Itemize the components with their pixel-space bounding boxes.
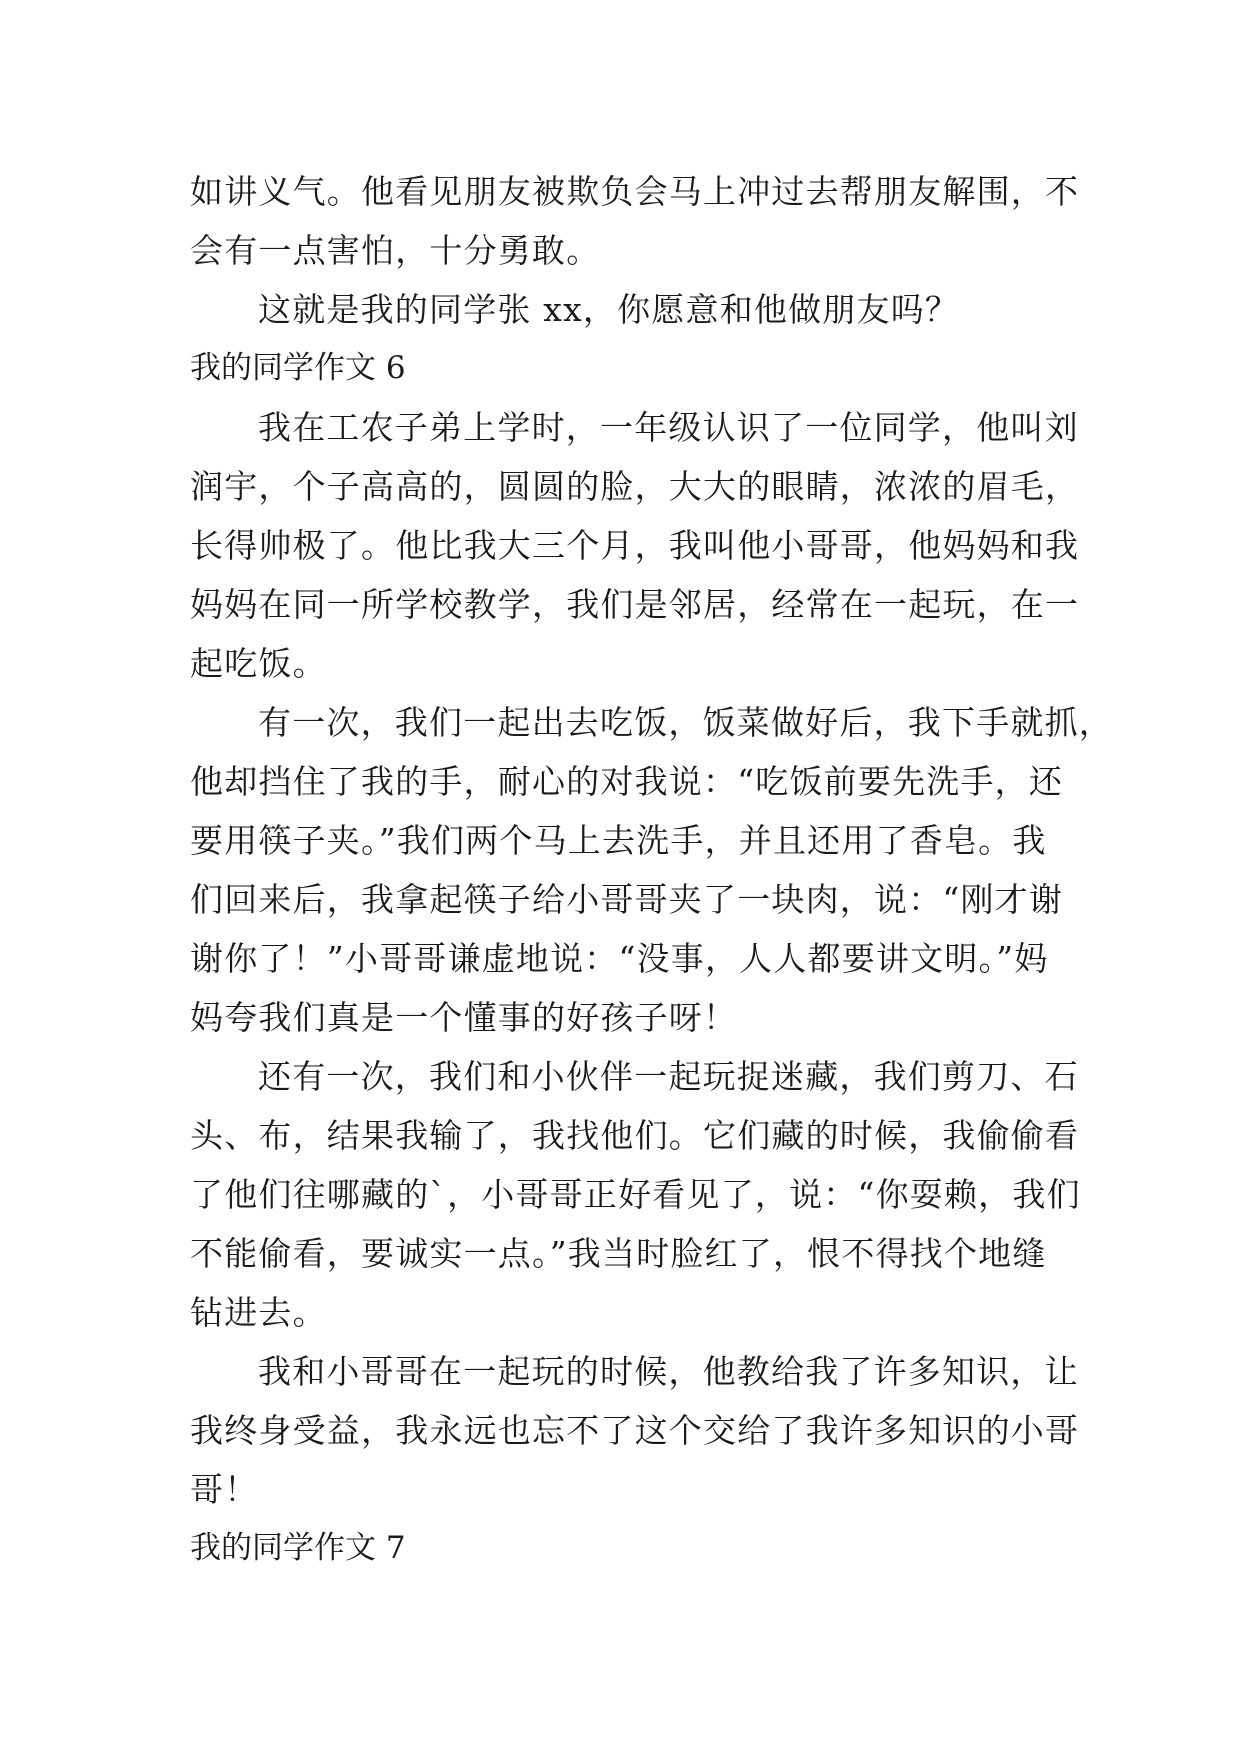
text-line: 钻进去。 [190,1293,327,1332]
text-line: 长得帅极了。他比我大三个月，我叫他小哥哥，他妈妈和我 [190,526,1080,565]
text-line: 哥！ [190,1470,259,1509]
text-line: 妈夸我们真是一个懂事的好孩子呀！ [190,998,738,1037]
text-line: 们回来后，我拿起筷子给小哥哥夹了一块肉，说：“刚才谢 [190,880,1064,919]
text-line: 要用筷子夹。”我们两个马上去洗手，并且还用了香皂。我 [190,821,1047,860]
text-line: 不能偷看，要诚实一点。”我当时脸红了，恨不得找个地缝 [190,1234,1047,1273]
text-line: 头、布，结果我输了，我找他们。它们藏的时候，我偷偷看 [190,1116,1080,1155]
text-line: 如讲义气。他看见朋友被欺负会马上冲过去帮朋友解围，不 [190,172,1080,211]
text-line: 我终身受益，我永远也忘不了这个交给了我许多知识的小哥 [190,1411,1080,1450]
section-heading: 我的同学作文 6 [190,350,406,386]
text-line: 会有一点害怕，十分勇敢。 [190,231,601,270]
text-line: 我和小哥哥在一起玩的时候，他教给我了许多知识，让 [258,1352,1079,1391]
text-line: 有一次，我们一起出去吃饭，饭菜做好后，我下手就抓， [258,703,1113,742]
document-body [190,162,1113,1578]
paragraph [190,1342,1080,1519]
text-line: 这就是我的同学张 xx，你愿意和他做朋友吗？ [258,290,960,329]
text-line: 起吃饭。 [190,644,327,683]
paragraph [190,280,1058,339]
text-line: 润宇，个子高高的，圆圆的脸，大大的眼睛，浓浓的眉毛， [190,467,1080,506]
text-line: 谢你了！”小哥哥谦虚地说：“没事，人人都要讲文明。”妈 [190,939,1049,978]
text-line: 还有一次，我们和小伙伴一起玩捉迷藏，我们剪刀、石 [258,1057,1079,1096]
text-line: 他却挡住了我的手，耐心的对我说：“吃饭前要先洗手，还 [190,762,1064,801]
paragraph [190,693,1113,1047]
section-heading: 我的同学作文 7 [190,1530,406,1566]
text-line: 我在工农子弟上学时，一年级认识了一位同学，他叫刘 [258,408,1079,447]
text-line: 了他们往哪藏的`，小哥哥正好看见了，说：“你耍赖，我们 [190,1175,1081,1214]
paragraph-continuation [190,162,1080,280]
paragraph [190,1047,1081,1342]
text-line: 妈妈在同一所学校教学，我们是邻居，经常在一起玩，在一 [190,585,1080,624]
paragraph [190,398,1080,693]
